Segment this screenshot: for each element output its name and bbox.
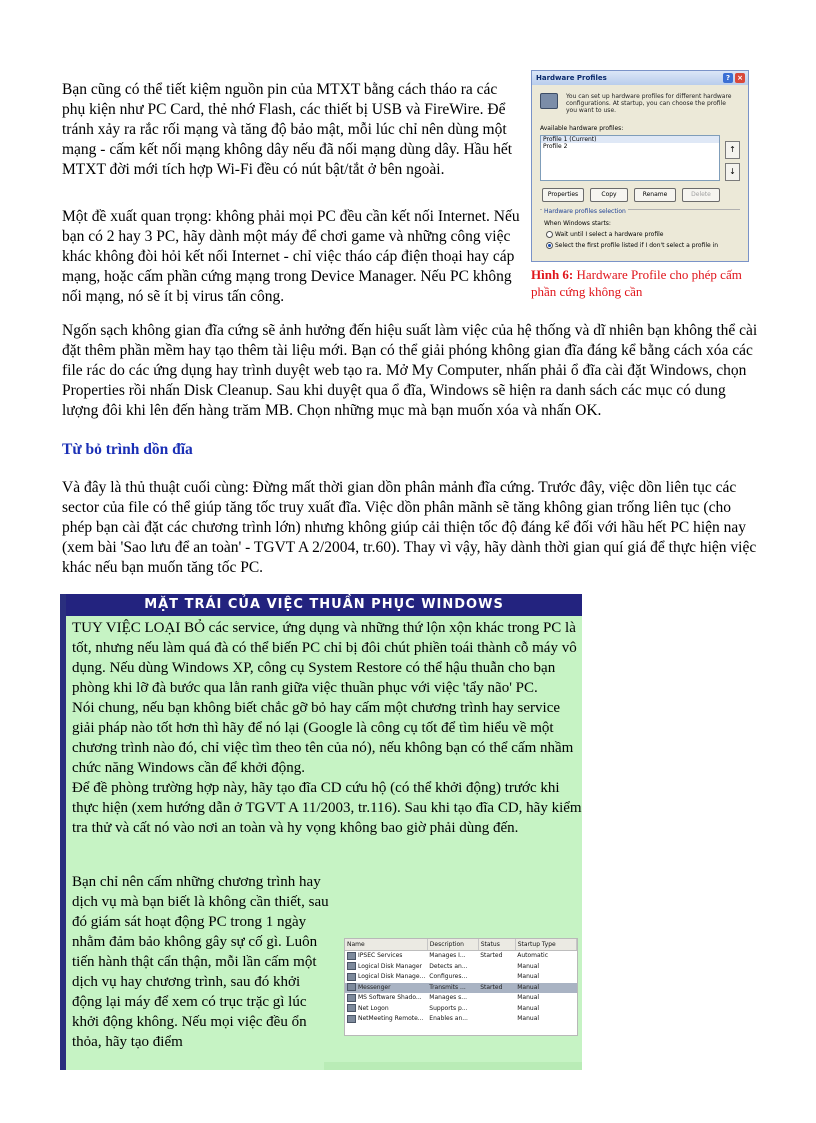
radio-first-label: Select the first profile listed if I don't select a profile in xyxy=(555,242,719,249)
radio-first-profile xyxy=(546,242,718,249)
service-name xyxy=(345,972,427,983)
gear-icon xyxy=(347,983,356,991)
service-startup: Manual xyxy=(517,962,540,970)
service-name-text: IPSEC Services xyxy=(358,952,403,960)
gear-icon xyxy=(347,1004,356,1012)
service-name-text: Logical Disk Manage... xyxy=(358,973,426,981)
table-row xyxy=(345,972,577,983)
service-status xyxy=(478,1014,515,1025)
services-screenshot xyxy=(344,938,578,1036)
sidebar-paragraph: Để đề phòng trường hợp này, hãy tạo đĩa CD cứu hộ (có thể khởi động) trước khi thực hiện (xem hướng dẫn ở TGVT A 11/2003, tr.116). Sau khi tạo đĩa CD, hãy kiểm tra thử và cất nó vào nơi an toàn và hy vọng không bao giờ phải dùng đến. xyxy=(72,780,582,836)
dialog-intro: You can set up hardware profiles for different hardware configurations. At startup, you can choose the profile you want to use. xyxy=(566,93,732,114)
service-startup: Manual xyxy=(515,983,576,994)
service-name-text: Messenger xyxy=(358,983,391,991)
gear-icon xyxy=(347,962,356,970)
table-row xyxy=(345,951,577,962)
dialog-title: Hardware Profiles xyxy=(536,74,607,82)
service-startup: Manual xyxy=(517,1015,540,1023)
service-status xyxy=(478,1004,515,1015)
sidebar-box xyxy=(60,594,582,1070)
available-profiles-label: Available hardware profiles: xyxy=(540,125,624,132)
service-startup: Manual xyxy=(517,973,540,981)
service-name-text: Logical Disk Manager xyxy=(358,962,423,970)
sidebar-box-footer xyxy=(324,1062,582,1070)
hardware-profiles-dialog xyxy=(531,70,749,262)
figure-hardware-profiles xyxy=(531,70,749,299)
computer-icon xyxy=(540,93,558,109)
caption-label: Hình 6: xyxy=(531,267,574,282)
service-startup: Manual xyxy=(517,994,540,1002)
table-row xyxy=(345,993,577,1004)
gear-icon xyxy=(347,1015,356,1023)
properties-button: Properties xyxy=(542,188,584,202)
sidebar-body xyxy=(72,618,582,838)
service-description: Configures... xyxy=(429,973,468,981)
service-name xyxy=(345,1004,427,1015)
table-row-selected xyxy=(345,983,577,994)
service-description: Transmits ... xyxy=(427,983,478,994)
service-name xyxy=(345,951,427,962)
service-name xyxy=(345,993,427,1004)
service-description: Manages I... xyxy=(429,952,466,960)
table-row xyxy=(345,962,577,973)
service-startup: Manual xyxy=(517,1004,540,1012)
profiles-list xyxy=(540,135,720,181)
service-name-text: NetMeeting Remote... xyxy=(358,1015,424,1023)
rename-button: Rename xyxy=(634,188,676,202)
service-description: Detects an... xyxy=(429,962,468,970)
service-status xyxy=(478,972,515,983)
close-icon: × xyxy=(735,73,745,83)
arrow-down-icon: ↓ xyxy=(725,163,740,181)
service-status: Started xyxy=(480,952,503,960)
paragraph-internet: Một đề xuất quan trọng: không phải mọi PC đều cần kết nối Internet. Nếu bạn có 2 hay 3 PC, hãy dành một máy để chơi game và những công việc khác không đòi hỏi kết nối Internet - chỉ việc tháo cáp điện thoại hay cáp mạng, hoặc cấm phần cứng mạng trong Device Manager. Nếu PC không nối mạng, nó sẽ ít bị virus tấn công. xyxy=(62,208,520,305)
sidebar-title: MẶT TRÁI CỦA VIỆC THUẦN PHỤC WINDOWS xyxy=(66,594,582,616)
radio-wait-label: Wait until I select a hardware profile xyxy=(555,231,664,238)
caption-text: Hardware Profile cho phép cấm phần cứng không cần xyxy=(531,267,742,299)
copy-button: Copy xyxy=(590,188,628,202)
sidebar-paragraph-narrow: Bạn chỉ nên cấm những chương trình hay dịch vụ mà bạn biết là không cần thiết, sau đó giám sát hoạt động PC trong 1 ngày nhằm đảm bảo không gây sự cố gì. Luôn tiến hành thật cẩn thận, mỗi lần cấm một dịch vụ hay chương trình, sau đó khởi động lại máy để xem có trục trặc gì lúc khởi động không. Nếu mọi việc đều ổn thỏa, hãy tạo điểm xyxy=(72,874,329,1050)
when-starts-label: When Windows starts: xyxy=(544,220,611,227)
table-row xyxy=(345,1014,577,1025)
service-status xyxy=(478,993,515,1004)
paragraph-disk-space: Ngốn sạch không gian đĩa cứng sẽ ảnh hưởng đến hiệu suất làm việc của hệ thống và dĩ nhiên bạn không thể cài đặt thêm phần mềm hay tạo thêm tài liệu mới. Bạn có thể giải phóng không gian đĩa đáng kể bằng cách xóa các file rác do các ứng dụng hay trình duyệt web tạo ra. Mở My Computer, nhấn phải ổ đĩa cài đặt Windows, chọn Properties rồi nhấn Disk Cleanup. Sau khi duyệt qua ổ đĩa, Windows sẽ hiện ra danh sách các mục có dung lượng đôi khi lên đến hàng trăm MB. Chọn những mục mà bạn muốn xóa và nhấn OK. xyxy=(62,322,758,419)
arrow-up-icon: ↑ xyxy=(725,141,740,159)
column-header: Status xyxy=(478,939,515,951)
sidebar-paragraph: Nói chung, nếu bạn không biết chắc gỡ bỏ hay cấm một chương trình hay service giải pháp nào tốt hơn thì hãy để nó lại (Google là công cụ tốt để tìm hiểu về một chương trình nào đó, chỉ việc tìm theo tên của nó), nếu không bạn có thể cấm nhầm chức năng Windows cần để khởi động. xyxy=(72,700,574,776)
service-status xyxy=(478,962,515,973)
paragraph-defrag: Và đây là thủ thuật cuối cùng: Đừng mất thời gian dồn phân mảnh đĩa cứng. Trước đây, việc dồn liên tục các sector của file có thể giúp tăng tốc truy xuất đĩa. Việc dồn phân mãnh sẽ tăng không gian trống liên tục (cho phép bạn cài đặt các chương trình lớn) nhưng không giúp cải thiện tốc độ đáng kể đối với hầu hết PC hiện nay (xem bài 'Sao lưu để an toàn' - TGVT A 2/2004, tr.60). Thay vì vậy, hãy dành thời gian quí giá để thực hiện việc khác nếu bạn muốn tăng tốc PC. xyxy=(62,479,757,576)
profile-item: Profile 2 xyxy=(543,143,568,150)
gear-icon xyxy=(347,952,356,960)
figure-caption xyxy=(531,266,753,300)
service-name-text: Net Logon xyxy=(358,1004,389,1012)
delete-button: Delete xyxy=(682,188,720,202)
gear-icon xyxy=(347,973,356,981)
service-description: Supports p... xyxy=(429,1004,468,1012)
dialog-titlebar xyxy=(532,71,748,85)
service-description: Manages s... xyxy=(429,994,468,1002)
service-description: Enables an... xyxy=(429,1015,468,1023)
table-row xyxy=(345,1004,577,1015)
radio-wait xyxy=(546,231,663,238)
service-name xyxy=(345,983,427,994)
service-name xyxy=(345,1014,427,1025)
service-status: Started xyxy=(478,983,515,994)
help-icon: ? xyxy=(723,73,733,83)
selection-group-label: Hardware profiles selection xyxy=(544,208,626,215)
service-name xyxy=(345,962,427,973)
service-startup: Automatic xyxy=(517,952,549,960)
services-table xyxy=(345,939,577,1025)
section-heading: Từ bỏ trình dồn đĩa xyxy=(62,441,193,458)
column-header: Startup Type xyxy=(515,939,576,951)
gear-icon xyxy=(347,994,356,1002)
sidebar-paragraph: TUY VIỆC LOẠI BỎ các service, ứng dụng và những thứ lộn xộn khác trong PC là tốt, nhưng nếu làm quá đà có thể biến PC chỉ bị đôi chút phiền toái thành cỗ máy vô dụng. Nếu dùng Windows XP, công cụ System Restore có thể hậu thuẫn cho bạn phòng khi lỡ đà bước qua lằn ranh giữa việc thuần phục với việc 'tẩy não' PC. xyxy=(72,620,577,696)
paragraph-battery: Bạn cũng có thể tiết kiệm nguồn pin của MTXT bằng cách tháo ra các phụ kiện như PC Card, thẻ nhớ Flash, các thiết bị USB và FireWire. Để tránh xảy ra rắc rối mạng và tăng độ bảo mật, mỗi lúc chỉ nên dùng một mạng - cấm kết nối mạng không dây nếu đã nối mạng dùng dây. Hầu hết MTXT đời mới tích hợp Wi-Fi đều có nút bật/tắt ở bên ngoài. xyxy=(62,81,513,178)
profile-item: Profile 1 (Current) xyxy=(541,136,719,143)
column-header: Name xyxy=(345,939,427,951)
column-header: Description xyxy=(427,939,478,951)
service-name-text: MS Software Shado... xyxy=(358,994,422,1002)
